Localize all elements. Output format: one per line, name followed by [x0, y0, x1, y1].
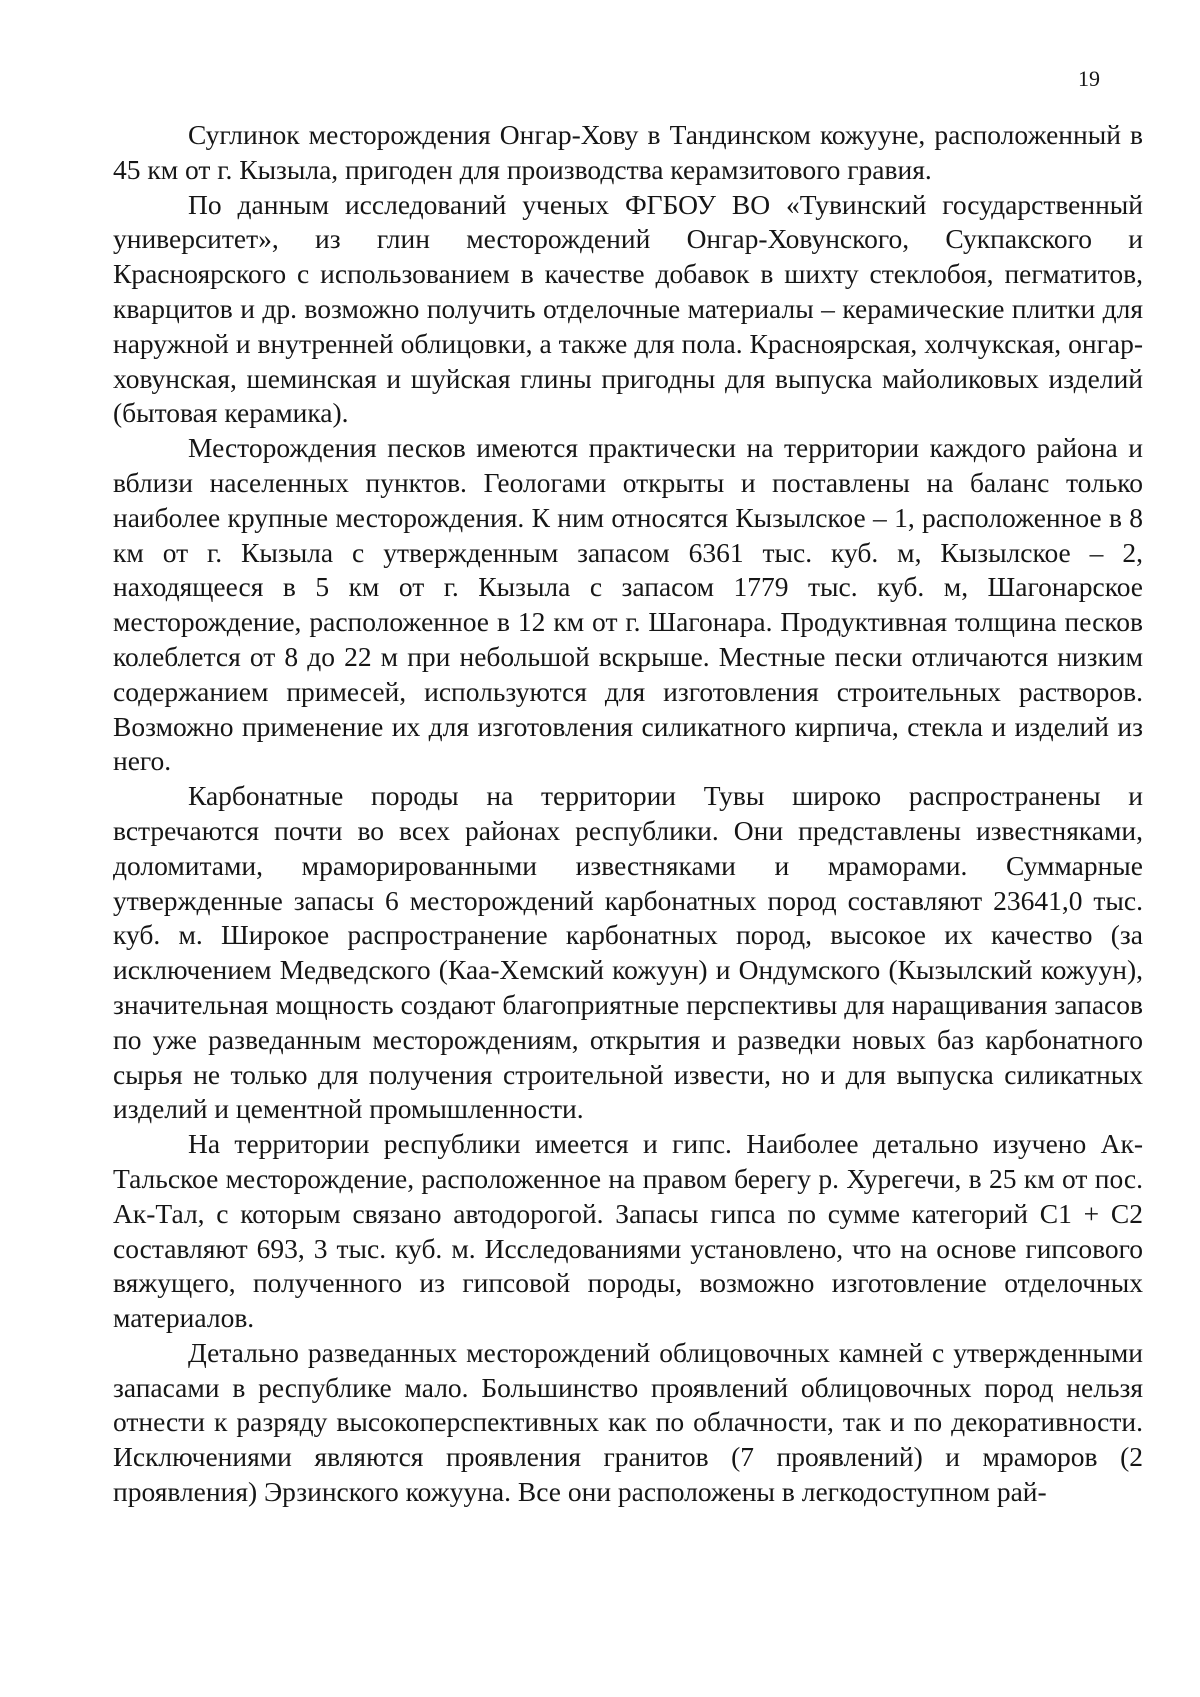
paragraph-facing-stones: Детально разведанных месторождений облицовочных камней с утвержденными запасами в республике мало. Большинство проявлений облицовочных пород нельзя отнести к разряду высокоперспективных как по облачности, так и по декоративности. Исключениями являются проявления гранитов (7 проявлений) и мраморов (2 проявления) Эрзинского кожууна. Все они расположены в легкодоступном рай- — [113, 1336, 1143, 1508]
paragraph-loam-ongar-khovu: Суглинок месторождения Онгар-Хову в Тандинском кожууне, расположенный в 45 км от г. Кызыла, пригоден для производства керамзитового гравия. — [113, 119, 1143, 185]
paragraph-clay-research: По данным исследований ученых ФГБОУ ВО «Тувинский государственный университет», из глин месторождений Онгар-Ховунского, Сукпакского и Красноярского с использованием в качестве добавок в шихту стеклобоя, пегматитов, кварцитов и др. возможно получить отделочные материалы – керамические плитки для наружной и внутренней облицовки, а также для пола. Красноярская, холчукская, онгар-ховунская, шеминская и шуйская глины пригодны для выпуска майоликовых изделий (бытовая керамика). — [113, 188, 1143, 429]
body-text — [113, 118, 1143, 1510]
paragraph-carbonate-rocks: Карбонатные породы на территории Тувы широко распространены и встречаются почти во всех районах республики. Они представлены известняками, доломитами, мраморированными известняками и мраморами. Суммарные утвержденные запасы 6 месторождений карбонатных пород составляют 23641,0 тыс. куб. м. Широкое распространение карбонатных пород, высокое их качество (за исключением Медведского (Каа-Хемский кожуун) и Ондумского (Кызылский кожуун), значительная мощность создают благоприятные перспективы для наращивания запасов по уже разведанным месторождениям, открытия и разведки новых баз карбонатного сырья не только для получения строительной извести, но и для выпуска силикатных изделий и цементной промышленности. — [113, 780, 1143, 1125]
paragraph-gypsum: На территории республики имеется и гипс. Наиболее детально изучено Ак-Тальское месторождение, расположенное на правом берегу р. Хурегечи, в 25 км от пос. Ак-Тал, с которым связано автодорогой. Запасы гипса по сумме категорий С1 + С2 составляют 693, 3 тыс. куб. м. Исследованиями установлено, что на основе гипсового вяжущего, полученного из гипсовой породы, возможно изготовление отделочных материалов. — [113, 1128, 1143, 1334]
paragraph-sand-deposits: Месторождения песков имеются практически на территории каждого района и вблизи населенных пунктов. Геологами открыты и поставлены на баланс только наиболее крупные месторождения. К ним относятся Кызылское – 1, расположенное в 8 км от г. Кызыла с утвержденным запасом 6361 тыс. куб. м, Кызылское – 2, находящееся в 5 км от г. Кызыла с запасом 1779 тыс. куб. м, Шагонарское месторождение, расположенное в 12 км от г. Шагонара. Продуктивная толщина песков колеблется от 8 до 22 м при небольшой вскрыше. Местные пески отличаются низким содержанием примесей, используются для изготовления строительных растворов. Возможно применение их для изготовления силикатного кирпича, стекла и изделий из него. — [113, 432, 1143, 777]
page-number: 19 — [1078, 66, 1100, 91]
